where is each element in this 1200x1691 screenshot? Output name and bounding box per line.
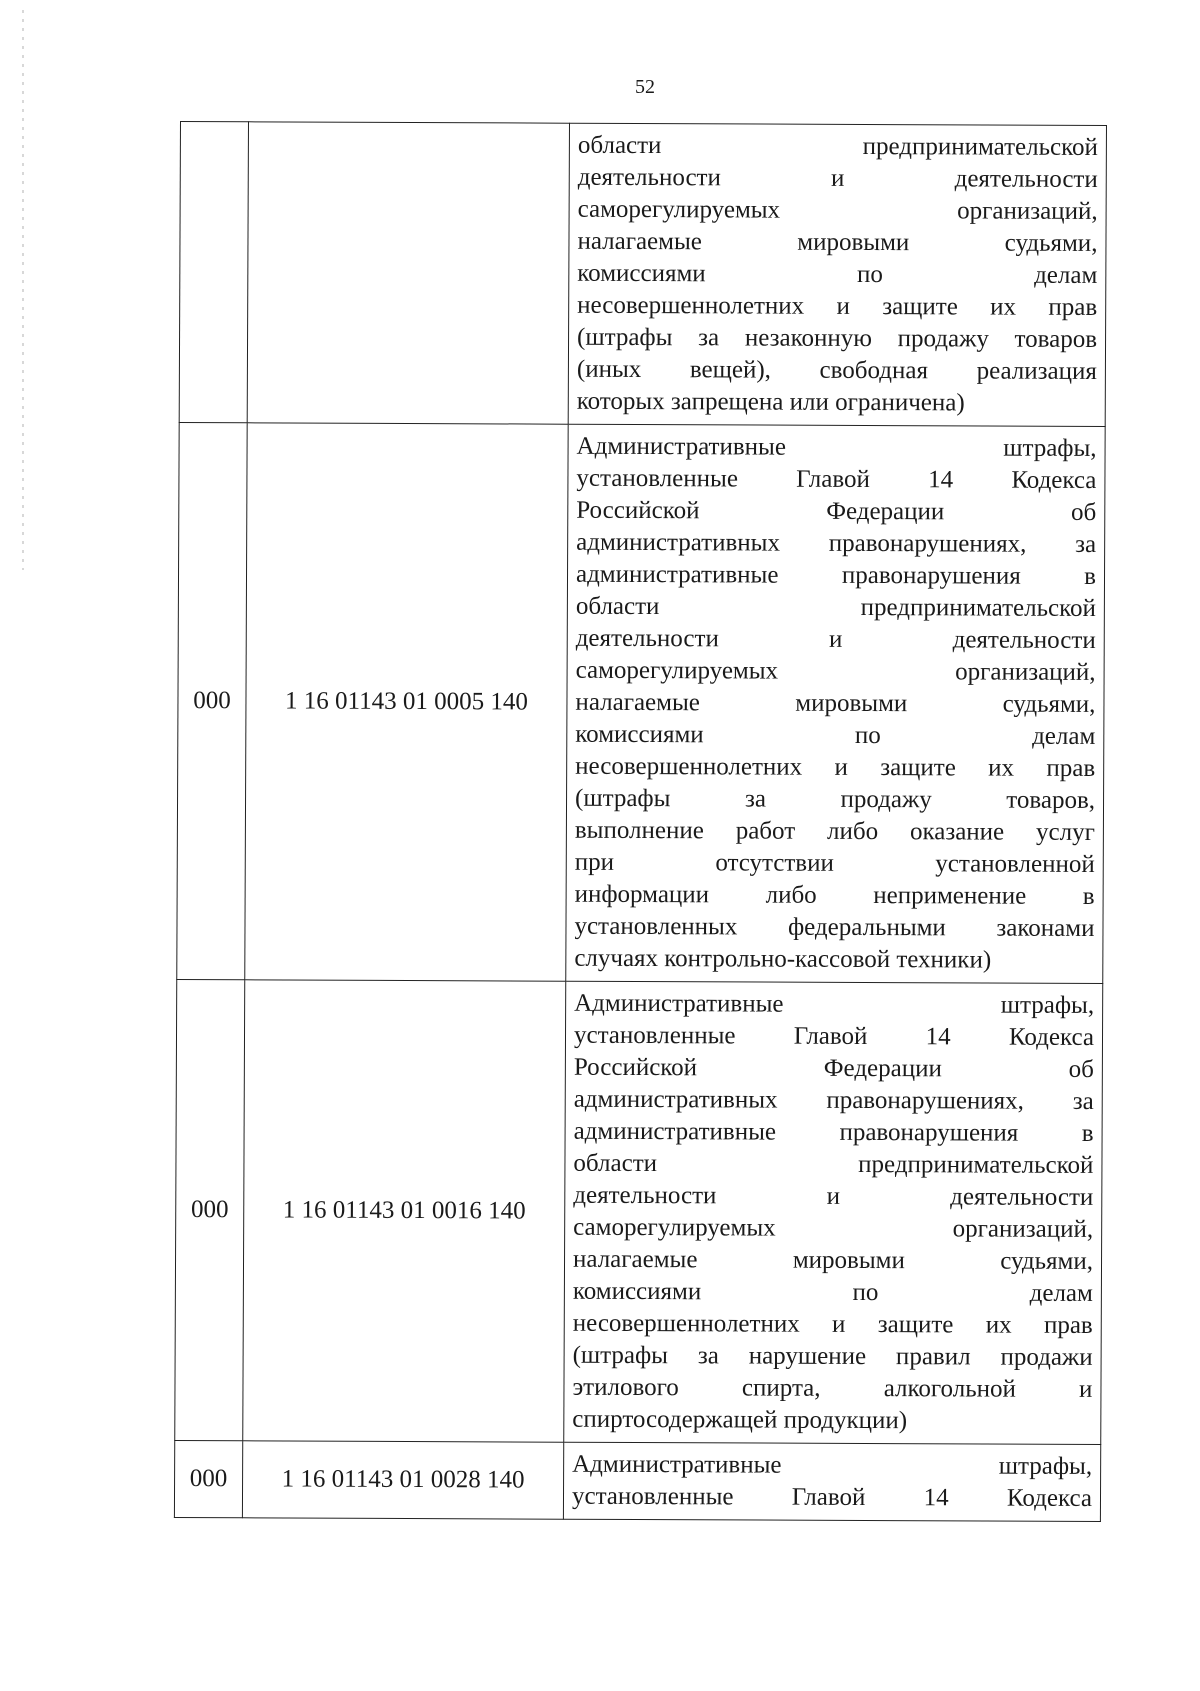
admin-code-cell: 000 — [177, 422, 247, 979]
description-line: области предпринимательской — [577, 131, 1098, 162]
description-line: Российской Федерации об — [576, 496, 1097, 527]
description-line: которых запрещена или ограничена) — [576, 387, 965, 417]
admin-code-cell — [179, 122, 248, 423]
description-line: (иных вещей), свободная реализация — [576, 355, 1097, 386]
description-line: Административные штрафы, — [574, 989, 1095, 1019]
table-body — [174, 122, 1106, 1522]
description-line: этилового спирта, алкогольной и — [572, 1373, 1093, 1403]
budget-codes-table-wrapper — [174, 121, 1107, 1522]
admin-code-cell: 000 — [174, 1440, 242, 1517]
table-row — [175, 979, 1103, 1444]
description-line: спиртосодержащей продукции) — [572, 1405, 908, 1435]
description-line: (штрафы за продажу товаров, — [574, 784, 1096, 814]
description-line: комиссиями по делам — [572, 1277, 1093, 1307]
description-line: несовершеннолетних и защите их прав — [577, 291, 1098, 322]
description-line: административные правонарушения в — [575, 560, 1097, 591]
description-line: деятельности и деятельности — [573, 1181, 1094, 1211]
description-line: деятельности и деятельности — [575, 624, 1096, 655]
description-line: области предпринимательской — [575, 592, 1096, 623]
description-line: Российской Федерации об — [573, 1053, 1094, 1083]
table-row — [174, 1440, 1100, 1521]
description-line: при отсутствии установленной — [574, 848, 1095, 878]
description-line: налагаемые мировыми судьями, — [575, 688, 1096, 718]
table-row — [179, 122, 1106, 427]
description-line: комиссиями по делам — [575, 720, 1096, 750]
description-line: саморегулируемых организаций, — [575, 656, 1096, 687]
description-line: административных правонарушениях, за — [573, 1085, 1094, 1115]
description-line: налагаемые мировыми судьями, — [572, 1245, 1094, 1275]
description-line: саморегулируемых организаций, — [573, 1213, 1094, 1243]
table-row — [177, 422, 1105, 983]
page-number: 52 — [635, 76, 655, 98]
description-line: информации либо неприменение в — [574, 880, 1095, 910]
income-description-cell — [563, 1442, 1100, 1521]
description-line: установленные Главой 14 Кодекса — [571, 1482, 1093, 1512]
description-line: налагаемые мировыми судьями, — [577, 227, 1098, 258]
budget-classification-code-cell: 1 16 01143 01 0016 140 — [243, 980, 566, 1442]
description-line: установленные Главой 14 Кодекса — [573, 1021, 1095, 1051]
budget-classification-code-cell — [247, 122, 569, 424]
description-line: выполнение работ либо оказание услуг — [574, 816, 1095, 846]
description-line: несовершеннолетних и защите их прав — [572, 1309, 1093, 1339]
description-line: установленные Главой 14 Кодекса — [576, 464, 1097, 495]
budget-classification-code-cell: 1 16 01143 01 0005 140 — [245, 423, 568, 981]
description-line: (штрафы за незаконную продажу товаров — [577, 323, 1098, 354]
description-line: деятельности и деятельности — [577, 163, 1098, 194]
admin-code-cell: 000 — [175, 979, 245, 1440]
budget-classification-code-cell: 1 16 01143 01 0028 140 — [242, 1441, 563, 1519]
description-line: случаях контрольно-кассовой техники) — [574, 944, 992, 974]
income-description-cell — [568, 123, 1106, 426]
description-line: Административные штрафы, — [576, 432, 1097, 463]
description-line: административных правонарушениях, за — [576, 528, 1097, 559]
budget-codes-table — [174, 121, 1107, 1522]
description-line: области предпринимательской — [573, 1149, 1094, 1179]
description-line: несовершеннолетних и защите их прав — [575, 752, 1096, 782]
description-line: саморегулируемых организаций, — [577, 195, 1098, 226]
description-line: (штрафы за нарушение правил продажи — [572, 1341, 1093, 1371]
income-description-cell — [566, 424, 1105, 983]
description-line: Административные штрафы, — [572, 1450, 1093, 1480]
description-line: установленных федеральными законами — [574, 912, 1095, 942]
description-line: комиссиями по делам — [577, 259, 1098, 290]
income-description-cell — [564, 981, 1103, 1444]
description-line: административные правонарушения в — [573, 1117, 1094, 1147]
